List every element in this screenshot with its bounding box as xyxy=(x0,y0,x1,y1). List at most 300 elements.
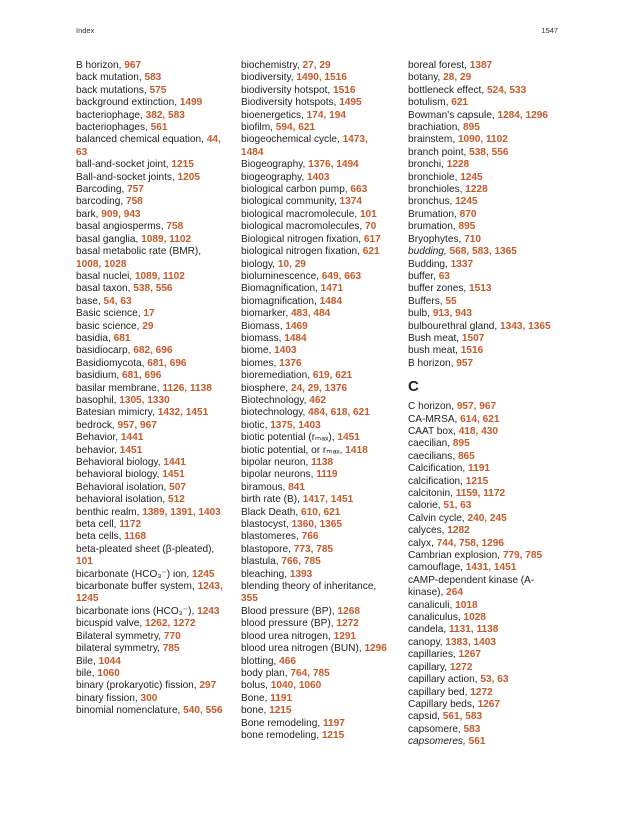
index-term: blood urea nitrogen (BUN), xyxy=(241,643,365,655)
index-term: candela, xyxy=(408,624,449,636)
index-entry xyxy=(241,730,393,742)
index-term: caecilians, xyxy=(408,450,458,462)
index-entry xyxy=(241,60,393,72)
index-entry xyxy=(241,569,393,581)
index-term: branch point, xyxy=(408,146,470,158)
index-term: basidia, xyxy=(76,332,114,344)
page-references: 1469 xyxy=(285,320,308,332)
index-entry xyxy=(76,705,228,717)
index-term: biotic potential (rₘₐₓ), xyxy=(241,432,338,444)
index-entry xyxy=(408,699,558,711)
page-references: 895 xyxy=(463,122,480,134)
index-entry xyxy=(241,531,393,543)
index-term: capillary action, xyxy=(408,674,481,686)
index-entry xyxy=(241,656,393,668)
page-references: 174, 194 xyxy=(306,109,346,121)
index-term: biomarker, xyxy=(241,308,291,320)
page-references: 1376 xyxy=(279,357,302,369)
page-references: 466 xyxy=(279,655,297,667)
page-references: 1490, 1516 xyxy=(296,72,347,84)
page-references: 895 xyxy=(458,221,476,233)
index-entry xyxy=(76,432,228,444)
index-entry xyxy=(76,209,228,221)
index-term: B horizon, xyxy=(408,357,457,369)
index-term: bicarbonate buffer system, xyxy=(76,581,198,593)
index-entry xyxy=(76,246,228,271)
page-references: 1484 xyxy=(284,332,307,344)
index-term: bleaching, xyxy=(241,568,290,580)
index-term: bipolar neuron, xyxy=(241,457,312,468)
index-entry xyxy=(76,668,228,680)
page-references: 1343, 1365 xyxy=(500,320,551,332)
index-term: C horizon, xyxy=(408,401,457,413)
page-references: 462 xyxy=(309,394,327,406)
page-references: 1205 xyxy=(177,171,201,183)
index-entry xyxy=(76,184,228,196)
page-references: 663 xyxy=(350,184,368,196)
index-term: binomial nomenclature, xyxy=(76,705,184,717)
page-references: 63 xyxy=(438,270,450,282)
index-term: biological community, xyxy=(241,196,340,208)
index-entry xyxy=(76,569,228,581)
index-entry xyxy=(76,72,228,84)
index-term: biomass, xyxy=(241,332,285,344)
page-references: 300 xyxy=(140,692,158,704)
index-entry xyxy=(76,407,228,419)
index-term: basal nuclei, xyxy=(76,270,135,282)
index-entry xyxy=(76,134,228,159)
page-references: 1245 xyxy=(455,196,478,208)
index-term: biological macromolecules, xyxy=(241,221,365,233)
index-term: basal metabolic rate (BMR), xyxy=(76,246,202,258)
index-entry xyxy=(241,581,393,606)
page-references: 865 xyxy=(457,450,475,462)
index-entry xyxy=(76,656,228,668)
page-references: 785 xyxy=(162,643,180,655)
page-references: 55 xyxy=(445,295,457,307)
index-entry xyxy=(241,680,393,692)
page-references: 681, 696 xyxy=(147,357,187,369)
page-references: 1268 xyxy=(337,605,360,617)
page-references: 1215 xyxy=(171,159,194,171)
index-term: biological carbon pump, xyxy=(241,184,351,196)
index-term: blood pressure (BP), xyxy=(241,618,337,630)
index-column-2 xyxy=(241,60,393,742)
index-entry xyxy=(408,296,558,308)
page-references: 895 xyxy=(452,438,470,450)
index-entry xyxy=(76,358,228,370)
page-references: 575 xyxy=(149,84,167,96)
index-term: bile, xyxy=(76,667,98,679)
index-entry xyxy=(76,445,228,457)
page-references: 297 xyxy=(199,680,217,692)
page-references: 1044 xyxy=(98,655,121,667)
index-term: basilar membrane, xyxy=(76,382,163,394)
index-entry xyxy=(241,606,393,618)
index-term: basic science, xyxy=(76,320,143,332)
index-term: blotting, xyxy=(241,655,280,667)
index-entry xyxy=(76,693,228,705)
page-references: 766 xyxy=(301,531,319,543)
page-references: 621 xyxy=(362,246,380,258)
index-entry xyxy=(408,221,558,233)
running-head: Index xyxy=(76,26,95,35)
index-entry xyxy=(408,134,558,146)
index-term: bone remodeling, xyxy=(241,729,322,741)
index-entry xyxy=(408,196,558,208)
page-references: 561 xyxy=(468,736,486,748)
index-term: Bile, xyxy=(76,655,99,667)
index-term: back mutations, xyxy=(76,84,150,96)
index-term: capillary bed, xyxy=(408,686,471,698)
index-entry xyxy=(241,395,393,407)
index-entry xyxy=(408,159,558,171)
page-references: 957 xyxy=(456,357,474,369)
index-term: blastomeres, xyxy=(241,531,302,543)
index-term: basal ganglia, xyxy=(76,233,142,245)
index-entry xyxy=(76,643,228,655)
page-references: 1243, 1245 xyxy=(76,581,223,605)
index-term: biosphere, xyxy=(241,382,291,394)
index-term: calcification, xyxy=(408,475,466,487)
index-entry xyxy=(241,432,393,444)
index-entry xyxy=(76,221,228,233)
index-term: bronchus, xyxy=(408,196,456,208)
page-references: 1172 xyxy=(119,519,142,531)
page-references: 766, 785 xyxy=(281,556,321,568)
page-references: 24, 29, 1376 xyxy=(290,382,348,394)
index-term: Biodiversity hotspots, xyxy=(241,97,340,109)
index-term: behavior, xyxy=(76,444,120,456)
page-references: 51, 63 xyxy=(443,500,472,512)
page-references: 649, 663 xyxy=(321,270,362,282)
index-term: biomagnification, xyxy=(241,295,320,307)
index-entry xyxy=(408,358,558,370)
index-term: bioluminescence, xyxy=(241,270,322,282)
index-entry xyxy=(408,463,558,475)
index-term: bedrock, xyxy=(76,419,118,431)
page-references: 841 xyxy=(288,481,305,493)
index-entry xyxy=(241,643,393,655)
index-entry xyxy=(408,513,558,525)
index-term: biochemistry, xyxy=(241,60,303,71)
index-entry xyxy=(408,246,558,258)
index-entry xyxy=(76,531,228,543)
page-references: 1262, 1272 xyxy=(145,618,196,630)
page-references: 1060 xyxy=(97,667,120,679)
index-term: capillary, xyxy=(408,661,450,673)
index-term: Brumation, xyxy=(408,208,460,220)
index-term: Biological nitrogen fixation, xyxy=(241,233,364,245)
index-entry xyxy=(76,97,228,109)
index-term: bacteriophages, xyxy=(76,122,151,134)
page-references: 418, 430 xyxy=(458,425,498,437)
page-references: 758 xyxy=(166,221,184,233)
index-term: basal taxon, xyxy=(76,283,134,295)
index-term: biofilm, xyxy=(241,122,276,134)
page-references: 17 xyxy=(143,308,155,320)
index-entry xyxy=(241,259,393,271)
index-term: Biomass, xyxy=(241,320,286,332)
index-term: back mutation, xyxy=(76,72,145,84)
page-references: 28, 29 xyxy=(443,72,472,84)
index-term: Biomagnification, xyxy=(241,283,321,295)
page-references: 1197 xyxy=(322,717,345,729)
index-entry xyxy=(408,562,558,574)
page-references: 540, 556 xyxy=(183,705,223,717)
page-references: 1451 xyxy=(337,432,360,444)
index-entry xyxy=(408,500,558,512)
page-references: 710 xyxy=(464,233,481,245)
page-references: 1191 xyxy=(270,692,293,704)
index-entry xyxy=(408,600,558,612)
page-references: 757 xyxy=(127,184,144,196)
page-references: 610, 621 xyxy=(301,506,341,518)
index-term: bipolar neurons, xyxy=(241,469,317,481)
page-references: 1418 xyxy=(345,444,368,456)
section-letter-heading: C xyxy=(408,378,419,396)
index-term: capillaries, xyxy=(408,649,459,661)
index-term: bronchi, xyxy=(408,159,447,171)
index-term: blending theory of inheritance, xyxy=(241,581,377,593)
index-entry xyxy=(76,296,228,308)
index-entry xyxy=(408,488,558,500)
page-references: 70 xyxy=(364,221,377,233)
index-term: Batesian mimicry, xyxy=(76,407,158,419)
page-references: 561, 583 xyxy=(442,711,483,723)
index-term: biology, xyxy=(241,258,278,270)
index-term: blastocyst, xyxy=(241,519,292,531)
index-term: Behavior, xyxy=(76,432,121,444)
index-entry xyxy=(76,321,228,333)
index-term: Bone remodeling, xyxy=(241,717,323,729)
index-entry xyxy=(76,85,228,97)
index-entry xyxy=(241,184,393,196)
page-references: 779, 785 xyxy=(502,550,543,562)
index-term: capsid, xyxy=(408,711,443,723)
page-references: 583 xyxy=(144,72,162,84)
index-term: ball-and-socket joint, xyxy=(76,159,172,171)
index-entry xyxy=(76,581,228,606)
index-entry xyxy=(76,494,228,506)
page-references: 1291 xyxy=(333,630,357,642)
page-references: 870 xyxy=(459,208,477,220)
index-entry xyxy=(241,196,393,208)
index-column-1 xyxy=(76,60,228,718)
index-entry xyxy=(241,494,393,506)
index-term: canopy, xyxy=(408,636,446,648)
index-entry xyxy=(241,122,393,134)
index-term: calyx, xyxy=(408,537,437,549)
page-references: 583 xyxy=(463,723,481,735)
index-entry xyxy=(241,97,393,109)
page-references: 1375, 1403 xyxy=(270,419,321,431)
index-entry xyxy=(408,147,558,159)
index-entry xyxy=(241,445,393,457)
page-references: 568, 583, 1365 xyxy=(449,246,517,258)
index-term: bacteriophage, xyxy=(76,109,146,121)
index-entry xyxy=(408,184,558,196)
page-references: 1245 xyxy=(192,568,215,580)
page-references: 524, 533 xyxy=(486,84,527,96)
index-term: calyces, xyxy=(408,525,448,537)
index-entry xyxy=(408,271,558,283)
index-term: bronchioles, xyxy=(408,184,466,196)
index-term: behavioral biology, xyxy=(76,469,163,481)
index-entry xyxy=(76,234,228,246)
index-entry xyxy=(408,283,558,295)
page-references: 1245 xyxy=(460,171,483,183)
index-entry xyxy=(76,159,228,171)
page-references: 1040, 1060 xyxy=(270,680,322,692)
page-references: 1360, 1365 xyxy=(291,519,343,531)
page-references: 1228 xyxy=(465,184,488,196)
index-entry xyxy=(241,358,393,370)
index-entry xyxy=(408,637,558,649)
index-term: Budding, xyxy=(408,258,451,270)
page-references: 1337 xyxy=(450,258,474,270)
index-entry xyxy=(76,420,228,432)
index-entry xyxy=(76,172,228,184)
index-term: basidiocarp, xyxy=(76,345,134,357)
page-references: 744, 758, 1296 xyxy=(436,537,504,549)
index-term: bone, xyxy=(241,705,270,717)
index-entry xyxy=(241,246,393,258)
index-term: behavioral isolation, xyxy=(76,494,169,506)
index-entry xyxy=(408,321,558,333)
page-references: 773, 785 xyxy=(293,543,334,555)
page-references: 1267 xyxy=(477,698,501,710)
index-term: buffer zones, xyxy=(408,283,469,295)
index-term: Bilateral symmetry, xyxy=(76,630,164,642)
index-entry xyxy=(408,575,558,600)
index-entry xyxy=(408,451,558,463)
index-entry xyxy=(241,110,393,122)
index-entry xyxy=(241,321,393,333)
index-entry xyxy=(408,426,558,438)
page-references: 1296 xyxy=(364,643,387,655)
index-entry xyxy=(241,333,393,345)
index-entry xyxy=(76,345,228,357)
page-references: 1008, 1028 xyxy=(76,258,127,270)
page-references: 1393 xyxy=(289,568,313,580)
index-entry xyxy=(76,544,228,569)
page-references: 1441 xyxy=(120,432,144,444)
index-term: bicarbonate (HCO₃⁻) ion, xyxy=(76,568,193,580)
index-entry xyxy=(241,72,393,84)
index-term: Black Death, xyxy=(241,506,302,518)
index-entry xyxy=(241,159,393,171)
index-entry xyxy=(408,122,558,134)
index-entry xyxy=(76,196,228,208)
index-entry xyxy=(408,662,558,674)
index-entry xyxy=(408,401,558,413)
index-entry xyxy=(408,438,558,450)
page-references: 538, 556 xyxy=(133,283,173,295)
page-references: 1119 xyxy=(316,469,338,481)
page-references: 957, 967 xyxy=(117,419,157,431)
index-entry xyxy=(76,457,228,469)
index-entry xyxy=(241,209,393,221)
index-term: buffer, xyxy=(408,270,439,282)
page-references: 1484 xyxy=(319,295,343,307)
page-references: 1499 xyxy=(179,97,203,109)
page-references: 240, 245 xyxy=(467,512,507,524)
index-entry xyxy=(241,693,393,705)
index-term: Bush meat, xyxy=(408,332,462,344)
page-references: 1159, 1172 xyxy=(455,488,506,499)
index-entry xyxy=(76,308,228,320)
page-references: 758 xyxy=(125,196,143,208)
page-references: 1389, 1391, 1403 xyxy=(142,506,221,518)
index-entry xyxy=(408,687,558,699)
index-entry xyxy=(408,649,558,661)
page-references: 355 xyxy=(241,593,258,605)
index-entry xyxy=(241,469,393,481)
index-term: blastula, xyxy=(241,556,282,568)
index-term: Cambrian explosion, xyxy=(408,550,503,562)
index-term: bulb, xyxy=(408,308,433,320)
index-entry xyxy=(241,383,393,395)
index-term: Bryophytes, xyxy=(408,233,465,245)
index-entry xyxy=(408,72,558,84)
index-term: Bone, xyxy=(241,692,271,704)
index-term: bicarbonate ions (HCO₃⁻), xyxy=(76,605,198,617)
index-term: Blood pressure (BP), xyxy=(241,605,338,617)
index-term: bronchiole, xyxy=(408,171,461,183)
index-entry xyxy=(76,618,228,630)
index-entry xyxy=(241,172,393,184)
page-references: 1471 xyxy=(320,283,344,295)
index-entry xyxy=(76,606,228,618)
index-term: Ball-and-socket joints, xyxy=(76,171,178,183)
index-entry xyxy=(408,85,558,97)
page-references: 1432, 1451 xyxy=(157,407,209,419)
page-header xyxy=(76,26,558,38)
page-references: 1191 xyxy=(468,463,490,475)
index-entry xyxy=(408,525,558,537)
index-term: biome, xyxy=(241,345,275,357)
index-entry xyxy=(241,618,393,630)
page-references: 29 xyxy=(142,320,154,332)
index-term: biotic potential, or rₘₐₓ, xyxy=(241,444,346,456)
index-term: cAMP-dependent kinase (A-kinase), xyxy=(408,574,535,599)
index-term: botulism, xyxy=(408,97,452,109)
index-column-3 xyxy=(408,60,558,749)
index-entry xyxy=(241,718,393,730)
index-entry xyxy=(76,60,228,72)
index-entry xyxy=(408,308,558,320)
index-term: CAAT box, xyxy=(408,425,459,437)
index-term: biological nitrogen fixation, xyxy=(241,246,363,258)
index-term: bioremediation, xyxy=(241,370,313,382)
index-term: benthic realm, xyxy=(76,506,143,518)
index-entry xyxy=(76,469,228,481)
index-entry xyxy=(76,482,228,494)
page-references: 614, 621 xyxy=(460,413,500,425)
index-entry xyxy=(241,705,393,717)
page-references: 967 xyxy=(124,60,142,71)
index-term: barcoding, xyxy=(76,196,126,208)
index-term: Behavioral isolation, xyxy=(76,481,170,493)
index-term: bioenergetics, xyxy=(241,109,307,121)
page-references: 1495 xyxy=(339,97,362,109)
index-entry xyxy=(241,308,393,320)
index-term: basophil, xyxy=(76,394,120,406)
page-references: 512 xyxy=(168,494,185,506)
index-term: calcitonin, xyxy=(408,488,456,499)
page-references: 1507 xyxy=(461,332,485,344)
